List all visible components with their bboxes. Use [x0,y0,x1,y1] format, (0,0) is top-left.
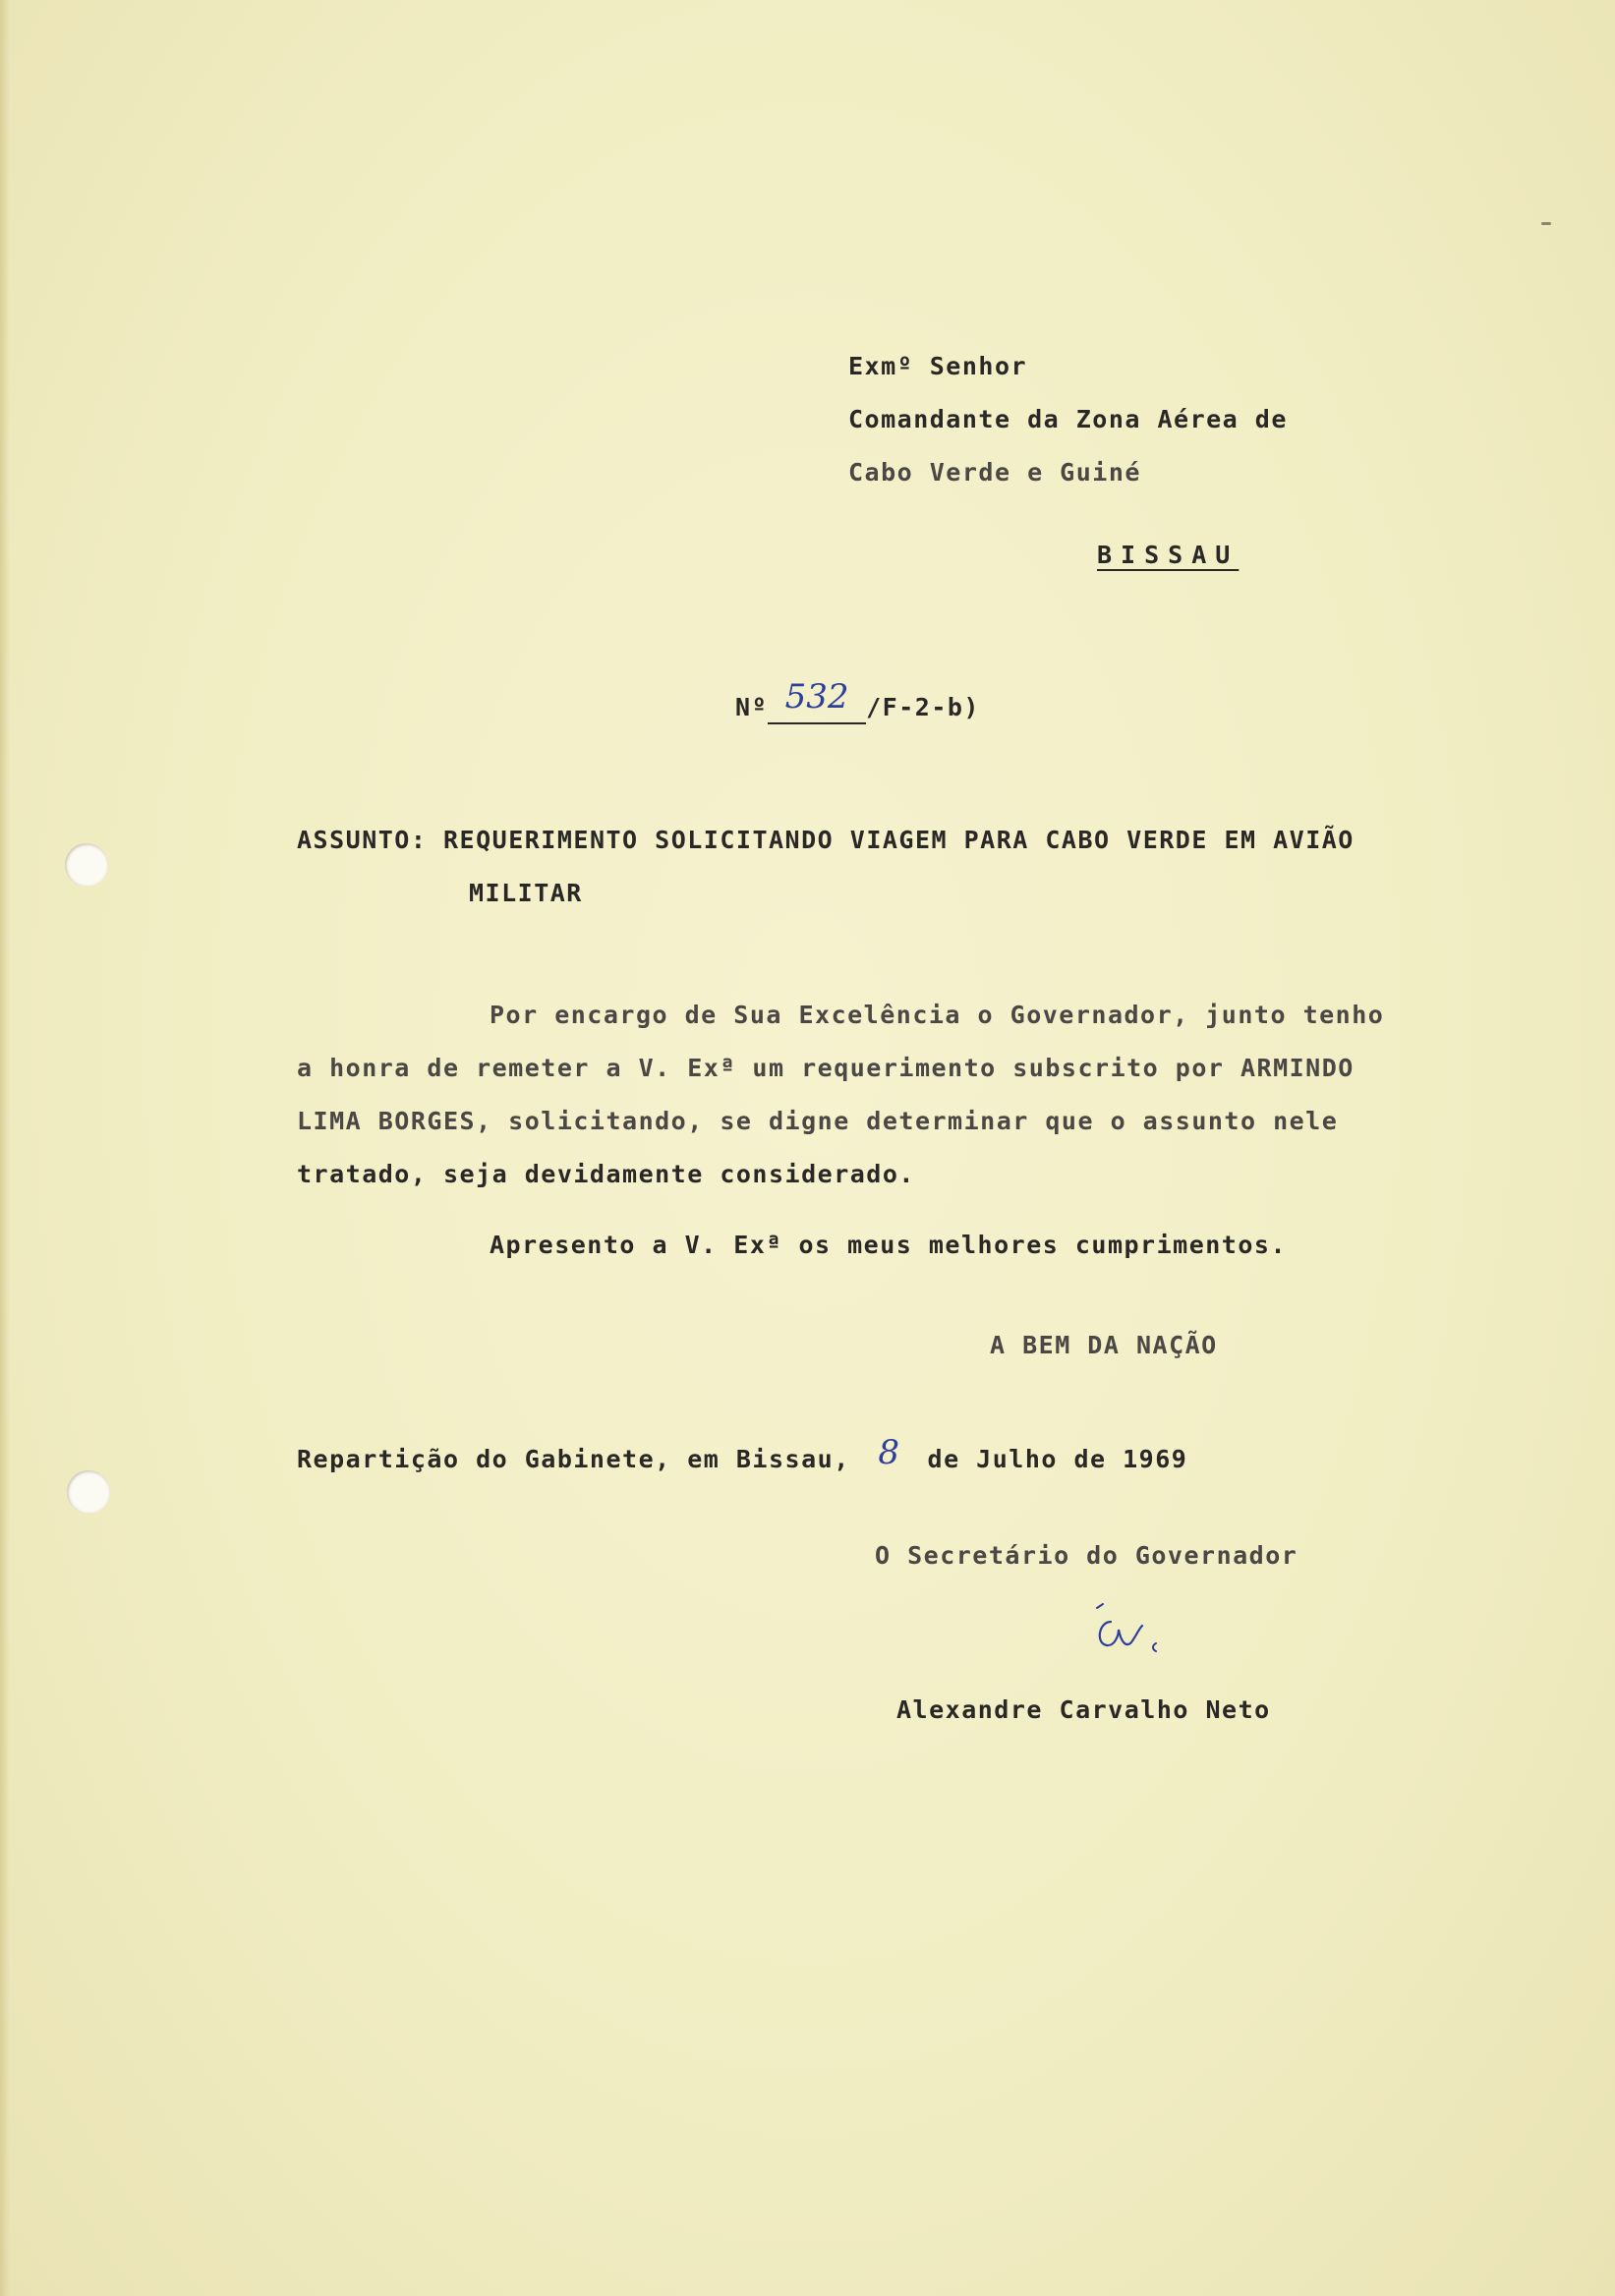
date-place: Repartição do Gabinete, em Bissau, [297,1445,850,1473]
subject-line [297,826,1355,854]
signatory-name: Alexandre Carvalho Neto [896,1695,1271,1724]
reference-handwritten-number: 532 [784,677,849,717]
paper-mark [1541,222,1551,225]
reference-prefix: Nº [735,693,769,721]
signatory-role: O Secretário do Governador [875,1541,1298,1570]
addressee-region: Cabo Verde e Guiné [848,458,1141,487]
body-paragraph1-line2: a honra de remeter a V. Exª um requerimento subscrito por ARMINDO [297,1054,1355,1082]
addressee-salutation: Exmº Senhor [848,352,1028,380]
date-handwritten-day: 8 [878,1433,899,1472]
signature-initials [1089,1600,1178,1659]
body-paragraph1-line4: tratado, seja devidamente considerado. [297,1160,915,1188]
punch-hole-top [65,843,108,887]
closing-motto: A BEM DA NAÇÃO [990,1331,1218,1359]
reference-number-line [768,677,866,724]
addressee-title: Comandante da Zona Aérea de [848,405,1288,433]
reference-suffix: /F-2-b) [866,693,980,721]
body-paragraph2: Apresento a V. Exª os meus melhores cumprimentos. [490,1231,1288,1259]
body-paragraph1-line1: Por encargo de Sua Excelência o Governador, junto tenho [490,1001,1385,1029]
subject-text-line2: MILITAR [469,879,583,907]
subject-text-line1: REQUERIMENTO SOLICITANDO VIAGEM PARA CABO VERDE EM AVIÃO [442,826,1355,854]
punch-hole-bottom [67,1470,110,1514]
page-edge-shadow [0,0,10,2296]
body-paragraph1-line3: LIMA BORGES, solicitando, se digne determinar que o assunto nele [297,1107,1339,1135]
date-month-year: de Julho de 1969 [927,1445,1188,1473]
addressee-city: BISSAU [1097,541,1240,569]
date-line [297,1433,1188,1476]
subject-label: ASSUNTO: [297,826,428,854]
reference-number [735,677,980,726]
